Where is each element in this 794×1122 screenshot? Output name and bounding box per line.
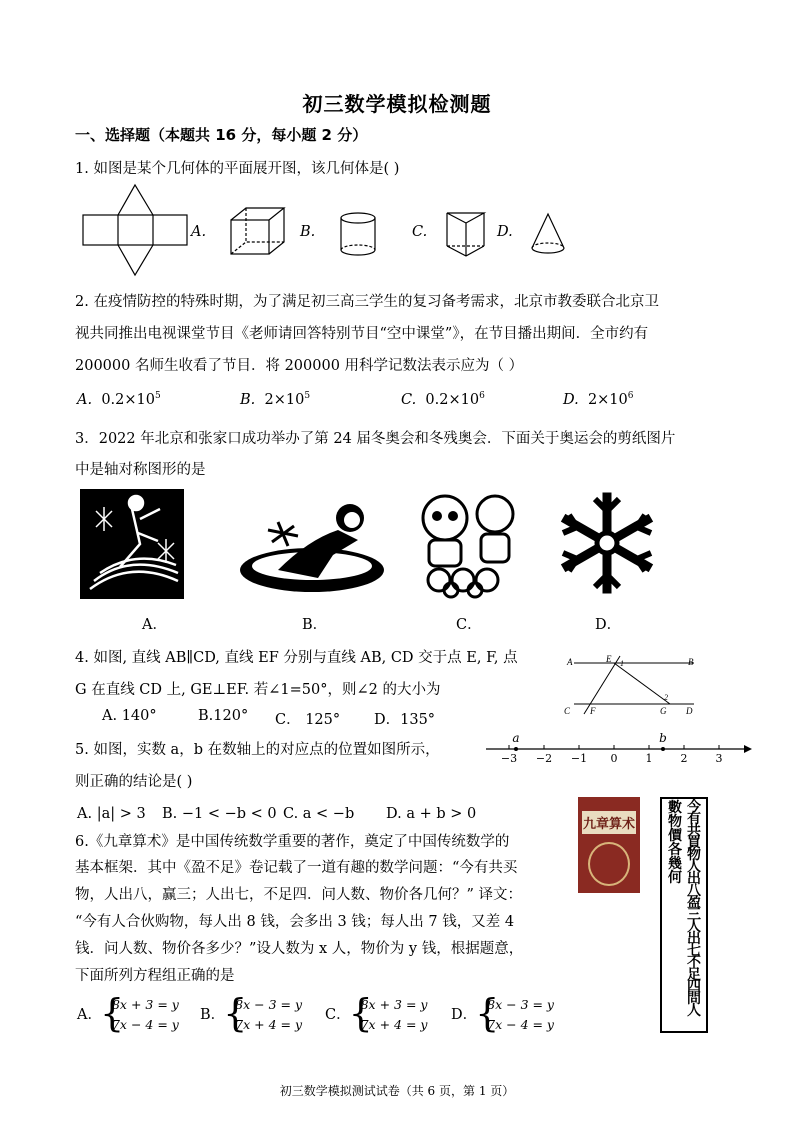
q2-line2: 视共同推出电视课堂节目《老师请回答特别节目“空中课堂”》，在节目播出期间．全市约有 bbox=[75, 326, 649, 342]
q3-label-a: A． bbox=[142, 617, 167, 633]
book-title: 九章算术 bbox=[582, 811, 636, 834]
q4-option-c: C． 125° bbox=[275, 712, 341, 728]
number-line-figure bbox=[486, 730, 752, 766]
q3-label-b: B． bbox=[302, 617, 328, 633]
section-heading: 一、选择题（本题共 16 分，每小题 2 分） bbox=[75, 126, 368, 144]
tick-label: −3 bbox=[500, 752, 518, 765]
fig-label-e: E bbox=[606, 654, 612, 664]
ancient-text-scroll bbox=[660, 797, 708, 1033]
q6-line5: 钱．问人数、物价各多少？”设人数为 x 人，物价为 y 钱，根据题意， bbox=[75, 941, 524, 957]
point-a bbox=[514, 747, 518, 751]
page-footer: 初三数学模拟测试试卷（共 6 页，第 1 页） bbox=[279, 1084, 515, 1098]
cone-icon bbox=[530, 212, 566, 256]
q1-net-figure bbox=[78, 182, 188, 276]
q6-line4: “今有人合伙购物，每人出 8 钱，会多出 3 钱；每人出 7 钱，又差 4 bbox=[75, 914, 515, 930]
q5-option-a: A. |a| > 3 bbox=[77, 806, 146, 822]
tick-label: 0 bbox=[610, 752, 618, 765]
fig-label-b: B bbox=[688, 657, 694, 667]
q2-line1: 2. 在疫情防控的特殊时期，为了满足初三高三学生的复习备考需求，北京市教委联合北京卫 bbox=[75, 294, 659, 310]
q4-option-d: D．135° bbox=[374, 712, 436, 728]
tick-label: 2 bbox=[680, 752, 688, 765]
cylinder-icon bbox=[338, 212, 378, 256]
q5-option-b: B. −1 < −b < 0 bbox=[162, 806, 277, 822]
q5-line2: 则正确的结论是( ) bbox=[75, 774, 193, 790]
q4-line2: G 在直线 CD 上, GE⊥EF. 若∠1=50°，则∠2 的大小为 bbox=[75, 682, 441, 698]
q4-parallel-lines-figure bbox=[562, 652, 702, 722]
q2-line3: 200000 名师生收看了节目．将 200000 用科学记数法表示应为（ ） bbox=[75, 358, 524, 374]
q1-label-c: C. bbox=[412, 224, 428, 240]
q2-option-b: B. $2\times 10^5$ bbox=[240, 391, 311, 408]
fig-label-a: A bbox=[567, 657, 573, 667]
tick-label: 3 bbox=[715, 752, 723, 765]
fig-angle-1: 1 bbox=[620, 659, 624, 668]
q1-label-d: D. bbox=[497, 224, 513, 240]
q2-option-c: C. $0.2\times 10^6$ bbox=[401, 391, 485, 408]
q4-option-b: B.120° bbox=[198, 708, 249, 724]
q2-option-a: A. $0.2\times 10^5$ bbox=[77, 391, 161, 408]
q4-option-a: A. 140° bbox=[102, 708, 157, 724]
q5-option-c: C. a < −b bbox=[283, 806, 355, 822]
q6-line1: 6.《九章算术》是中国传统数学重要的著作，奠定了中国传统数学的 bbox=[75, 834, 510, 850]
fig-angle-2: 2 bbox=[664, 693, 668, 702]
page-title: 初三数学模拟检测题 bbox=[302, 92, 492, 116]
scroll-column-2: 數物價各幾何 bbox=[668, 800, 682, 886]
point-b bbox=[661, 747, 665, 751]
q6-option-b: B． { 8x − 3 = y 7x + 4 = y bbox=[200, 995, 302, 1035]
q3-line1: 3．2022 年北京和张家口成功举办了第 24 届冬奥会和冬残奥会．下面关于奥运会的剪纸图片 bbox=[75, 431, 676, 447]
fig-label-c: C bbox=[564, 706, 571, 716]
q6-line3: 物，人出八，赢三；人出七，不足四．问人数、物价各几何？” 译文： bbox=[75, 887, 523, 903]
point-label-a: a bbox=[512, 731, 520, 745]
q1-label-a: A. bbox=[191, 224, 207, 240]
papercut-mascots-image bbox=[415, 490, 525, 598]
q3-label-d: D． bbox=[595, 617, 622, 633]
q3-label-c: C． bbox=[456, 617, 482, 633]
prism-icon bbox=[444, 210, 488, 258]
tick-label: −1 bbox=[570, 752, 588, 765]
q3-line2: 中是轴对称图形的是 bbox=[75, 462, 206, 478]
q6-option-d: D． { 8x − 3 = y 7x − 4 = y bbox=[451, 995, 554, 1035]
scroll-column-1: 今有共買物人出八盈三人出七不足四問人 bbox=[687, 799, 701, 1019]
fig-label-d: D bbox=[686, 706, 693, 716]
q6-line6: 下面所列方程组正确的是 bbox=[75, 968, 235, 984]
q6-option-c: C． { 8x + 3 = y 7x + 4 = y bbox=[325, 995, 427, 1035]
papercut-snowflake-image bbox=[555, 489, 659, 597]
q2-option-d: D. $2\times 10^6$ bbox=[563, 391, 634, 408]
q1-text: 1. 如图是某个几何体的平面展开图，该几何体是( ) bbox=[75, 161, 400, 177]
tick-label: −2 bbox=[535, 752, 553, 765]
q5-option-d: D. a + b > 0 bbox=[386, 806, 477, 822]
q1-label-b: B. bbox=[300, 224, 316, 240]
jiuzhang-book-cover bbox=[578, 797, 640, 893]
q5-line1: 5. 如图，实数 a，b 在数轴上的对应点的位置如图所示， bbox=[75, 742, 440, 758]
tick-label: 1 bbox=[645, 752, 653, 765]
cube-icon bbox=[228, 206, 288, 256]
point-label-b: b bbox=[659, 731, 667, 745]
q6-line2: 基本框架．其中《盈不足》卷记载了一道有趣的数学问题：“今有共买 bbox=[75, 860, 518, 876]
q4-line1: 4. 如图, 直线 AB∥CD, 直线 EF 分别与直线 AB, CD 交于点 E, F, 点 bbox=[75, 650, 518, 666]
papercut-skier-image bbox=[80, 489, 184, 599]
papercut-skater-image bbox=[238, 500, 386, 594]
fig-label-f: F bbox=[590, 706, 596, 716]
fig-label-g: G bbox=[660, 706, 667, 716]
q6-option-a: A． { 8x + 3 = y 7x − 4 = y bbox=[77, 995, 179, 1035]
